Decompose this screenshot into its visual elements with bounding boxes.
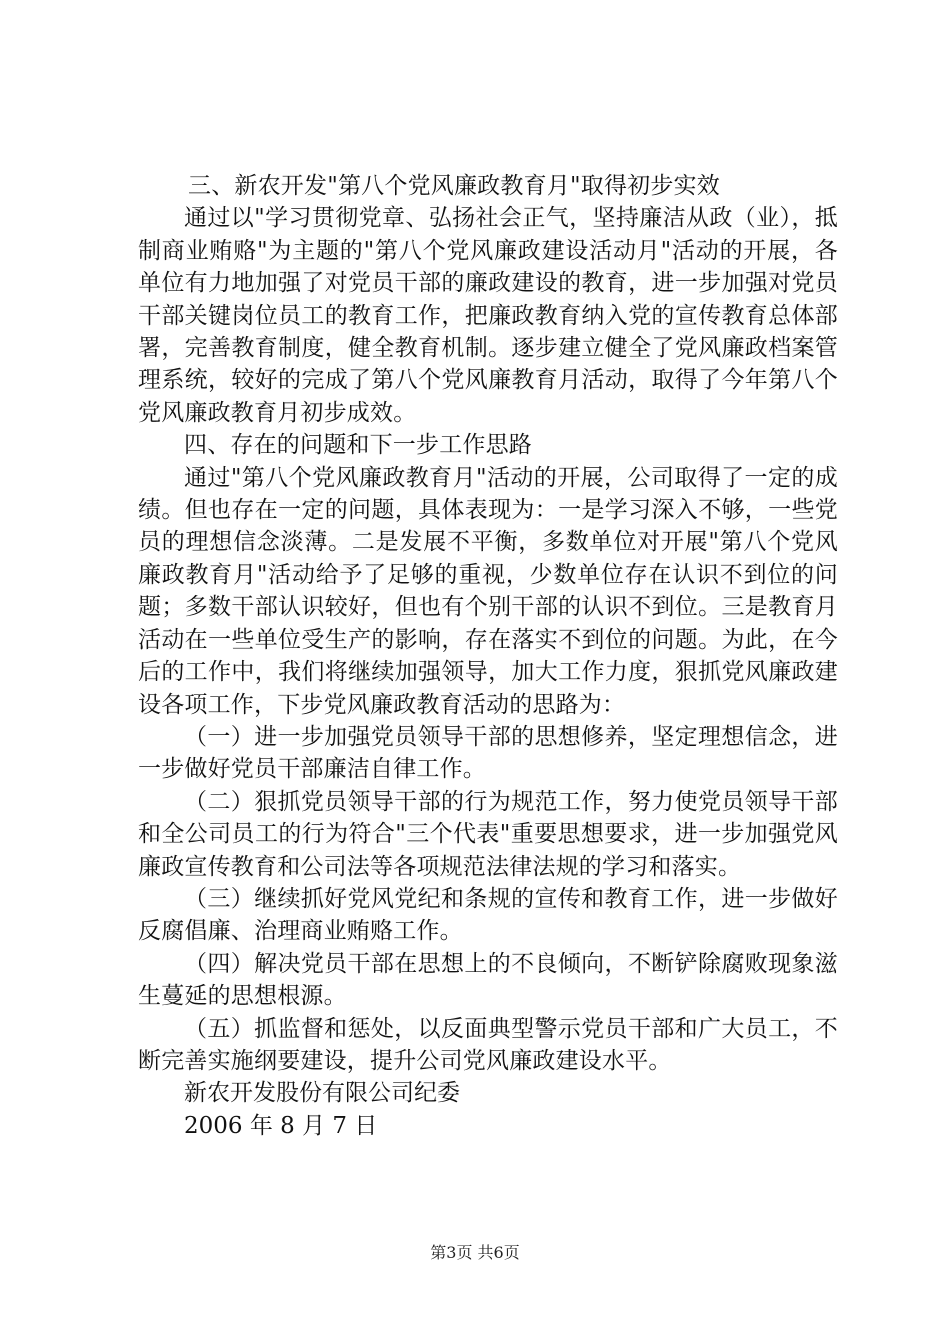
- paragraph-section-4: 通过"第八个党风廉政教育月"活动的开展，公司取得了一定的成绩。但也存在一定的问题，具体表现为：一是学习深入不够，一些党员的理想信念淡薄。二是发展不平衡，多数单位对开展"第八个党风廉政教育月"活动给予了足够的重视，少数单位存在认识不到位的问题；多数干部认识较好，但也有个别干部的认识不到位。三是教育月活动在一些单位受生产的影响，存在落实不到位的问题。为此，在今后的工作中，我们将继续加强领导，加大工作力度，狠抓党风廉政建设各项工作，下步党风廉政教育活动的思路为：: [138, 464, 838, 718]
- list-item-2: （二）狠抓党员领导干部的行为规范工作，努力使党员领导干部和全公司员工的行为符合"三个代表"重要思想要求，进一步加强党风廉政宣传教育和公司法等各项规范法律法规的学习和落实。: [138, 788, 838, 880]
- list-item-1: （一）进一步加强党员领导干部的思想修养，坚定理想信念，进一步做好党员干部廉洁自律工作。: [138, 723, 838, 783]
- list-item-4: （四）解决党员干部在思想上的不良倾向，不断铲除腐败现象滋生蔓延的思想根源。: [138, 950, 838, 1010]
- list-item-5: （五）抓监督和惩处，以反面典型警示党员干部和广大员工，不断完善实施纲要建设，提升公司党风廉政建设水平。: [138, 1015, 838, 1074]
- page-footer: 第3页 共6页: [430, 1243, 520, 1262]
- signature-organization: 新农开发股份有限公司纪委: [184, 1080, 460, 1107]
- section-heading-4: 四、存在的问题和下一步工作思路: [184, 432, 532, 459]
- paragraph-section-3: 通过以"学习贯彻党章、弘扬社会正气，坚持廉洁从政（业），抵制商业贿赂"为主题的"第八个党风廉政建设活动月"活动的开展，各单位有力地加强了对党员干部的廉政建设的教育，进一步加强对党员干部关键岗位员工的教育工作，把廉政教育纳入党的宣传教育总体部署，完善教育制度，健全教育机制。逐步建立健全了党风廉政档案管理系统，较好的完成了第八个党风廉教育月活动，取得了今年第八个党风廉政教育月初步成效。: [138, 205, 838, 426]
- section-heading-3: 三、新农开发"第八个党风廉政教育月"取得初步实效: [188, 173, 720, 199]
- list-item-3: （三）继续抓好党风党纪和条规的宣传和教育工作，进一步做好反腐倡廉、治理商业贿赂工作。: [138, 885, 838, 945]
- signature-date: 2006 年 8 月 7 日: [184, 1112, 378, 1139]
- document-body: [138, 170, 838, 1142]
